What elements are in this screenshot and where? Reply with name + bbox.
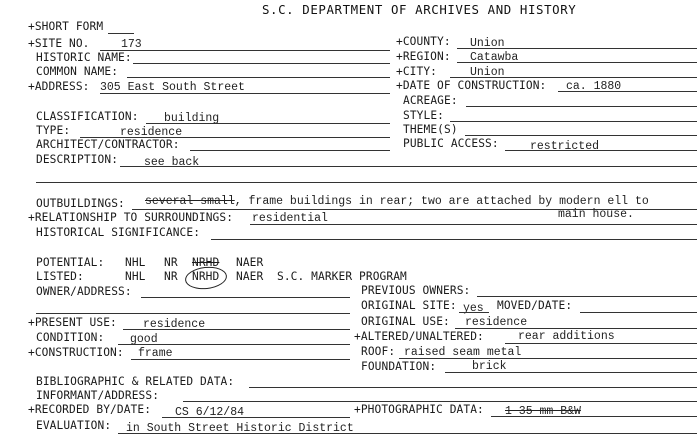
historic-name-line xyxy=(133,63,390,64)
relationship-value[interactable]: residential xyxy=(252,212,328,225)
date-construction-value[interactable]: ca. 1880 xyxy=(566,80,622,93)
acreage-label: ACREAGE: xyxy=(403,94,458,107)
nrhd-circle-mark xyxy=(184,265,228,291)
moved-date-line xyxy=(580,312,697,313)
altered-label: +ALTERED/UNALTERED: xyxy=(354,330,484,343)
previous-owners-line xyxy=(477,296,697,297)
marker-program-label: S.C. MARKER PROGRAM xyxy=(277,270,407,283)
address-label: +ADDRESS: xyxy=(28,80,90,93)
bibliographic-line xyxy=(249,387,697,388)
site-no-line xyxy=(100,50,390,51)
historic-name-label: HISTORIC NAME: xyxy=(36,51,132,64)
outbuildings-struck-text: several small xyxy=(145,195,235,208)
classification-line xyxy=(146,123,390,124)
description-value[interactable]: see back xyxy=(144,156,200,169)
region-label: +REGION: xyxy=(396,50,451,63)
short-form-label: +SHORT FORM xyxy=(28,20,104,33)
foundation-line xyxy=(445,372,697,373)
altered-line xyxy=(505,343,697,344)
classification-value[interactable]: building xyxy=(164,112,220,125)
outbuildings-value[interactable] xyxy=(145,195,649,208)
condition-label: CONDITION: xyxy=(36,331,105,344)
type-value[interactable]: residence xyxy=(120,126,183,139)
region-value[interactable]: Catawba xyxy=(470,51,519,64)
potential-nrhd[interactable]: NRHD xyxy=(192,256,220,269)
owner-address-line-2 xyxy=(36,313,350,314)
architect-line xyxy=(190,150,390,151)
style-line xyxy=(450,121,697,122)
recorded-by-label: +RECORDED BY/DATE: xyxy=(28,403,152,416)
original-site-line xyxy=(459,312,489,313)
original-use-line xyxy=(455,328,697,329)
site-no-value[interactable]: 173 xyxy=(121,38,142,51)
moved-date-label: MOVED/DATE: xyxy=(497,299,573,312)
common-name-label: COMMON NAME: xyxy=(36,65,119,78)
listed-nrhd[interactable]: NRHD xyxy=(192,270,220,283)
original-use-value[interactable]: residence xyxy=(465,316,528,329)
foundation-label: FOUNDATION: xyxy=(361,360,437,373)
original-site-label: ORIGINAL SITE: xyxy=(361,299,457,312)
potential-nhl[interactable]: NHL xyxy=(125,256,146,269)
listed-nhl[interactable]: NHL xyxy=(125,270,146,283)
historical-significance-label: HISTORICAL SIGNIFICANCE: xyxy=(36,226,201,239)
public-access-label: PUBLIC ACCESS: xyxy=(403,137,499,150)
listed-label: LISTED: xyxy=(36,270,84,283)
informant-line xyxy=(183,401,697,402)
city-line xyxy=(450,77,697,78)
evaluation-line xyxy=(118,433,697,434)
roof-line xyxy=(399,358,697,359)
previous-owners-label: PREVIOUS OWNERS: xyxy=(361,284,471,297)
informant-label: INFORMANT/ADDRESS: xyxy=(36,389,160,402)
classification-label: CLASSIFICATION: xyxy=(36,110,139,123)
listed-naer[interactable]: NAER xyxy=(236,270,264,283)
potential-naer[interactable]: NAER xyxy=(236,256,264,269)
present-use-label: +PRESENT USE: xyxy=(28,316,117,329)
construction-value[interactable]: frame xyxy=(138,347,173,360)
evaluation-label: EVALUATION: xyxy=(36,419,112,432)
condition-value[interactable]: good xyxy=(130,333,158,346)
type-label: TYPE: xyxy=(36,124,71,137)
construction-label: +CONSTRUCTION: xyxy=(28,346,124,359)
altered-value[interactable]: rear additions xyxy=(518,330,615,343)
form-title: S.C. DEPARTMENT OF ARCHIVES AND HISTORY xyxy=(262,2,577,17)
recorded-by-line xyxy=(162,417,350,418)
outbuildings-text: , frame buildings in rear; two are attached by modern ell to xyxy=(234,195,649,208)
present-use-value[interactable]: residence xyxy=(143,318,206,331)
photographic-value[interactable]: 1 35 mm B&W xyxy=(505,405,581,418)
county-line xyxy=(457,48,697,49)
style-label: STYLE: xyxy=(403,109,445,122)
present-use-line xyxy=(123,329,350,330)
outbuildings-label: OUTBUILDINGS: xyxy=(36,197,125,210)
address-line xyxy=(100,93,390,94)
potential-label: POTENTIAL: xyxy=(36,256,105,269)
historical-significance-line xyxy=(211,239,697,240)
original-use-label: ORIGINAL USE: xyxy=(361,315,450,328)
outbuildings-cont-value[interactable]: main house. xyxy=(558,208,634,221)
address-value[interactable]: 305 East South Street xyxy=(100,81,245,94)
date-construction-line xyxy=(558,91,697,92)
condition-line xyxy=(118,344,350,345)
original-site-value[interactable]: yes xyxy=(463,302,484,315)
roof-value[interactable]: raised seam metal xyxy=(404,346,522,359)
relationship-line xyxy=(250,224,697,225)
evaluation-value[interactable]: in South Street Historic District xyxy=(126,422,354,435)
construction-line xyxy=(131,359,350,360)
public-access-line xyxy=(505,150,697,151)
region-line xyxy=(457,62,697,63)
owner-address-label: OWNER/ADDRESS: xyxy=(36,285,132,298)
roof-label: ROOF: xyxy=(361,345,396,358)
bibliographic-label: BIBLIOGRAPHIC & RELATED DATA: xyxy=(36,375,235,388)
short-form-line xyxy=(108,33,134,34)
architect-label: ARCHITECT/CONTRACTOR: xyxy=(36,138,180,151)
acreage-line xyxy=(466,106,697,107)
description-label: DESCRIPTION: xyxy=(36,153,119,166)
photographic-label: +PHOTOGRAPHIC DATA: xyxy=(354,403,484,416)
common-name-line xyxy=(127,77,390,78)
county-label: +COUNTY: xyxy=(396,35,451,48)
city-value[interactable]: Union xyxy=(470,66,505,79)
owner-address-line xyxy=(141,297,350,298)
date-construction-label: +DATE OF CONSTRUCTION: xyxy=(396,79,547,92)
public-access-value[interactable]: restricted xyxy=(530,140,600,153)
listed-nr[interactable]: NR xyxy=(164,270,178,283)
themes-label: THEME(S) xyxy=(403,123,458,136)
county-value[interactable]: Union xyxy=(470,37,505,50)
relationship-label: +RELATIONSHIP TO SURROUNDINGS: xyxy=(28,211,234,224)
potential-nr[interactable]: NR xyxy=(164,256,178,269)
description-line-2 xyxy=(36,182,697,183)
photographic-line xyxy=(491,416,697,417)
recorded-by-value[interactable]: CS 6/12/84 xyxy=(175,406,245,419)
foundation-value[interactable]: brick xyxy=(472,360,507,373)
city-label: +CITY: xyxy=(396,65,438,78)
themes-line xyxy=(465,135,697,136)
description-line xyxy=(120,166,697,167)
site-no-label: +SITE NO. xyxy=(28,37,90,50)
